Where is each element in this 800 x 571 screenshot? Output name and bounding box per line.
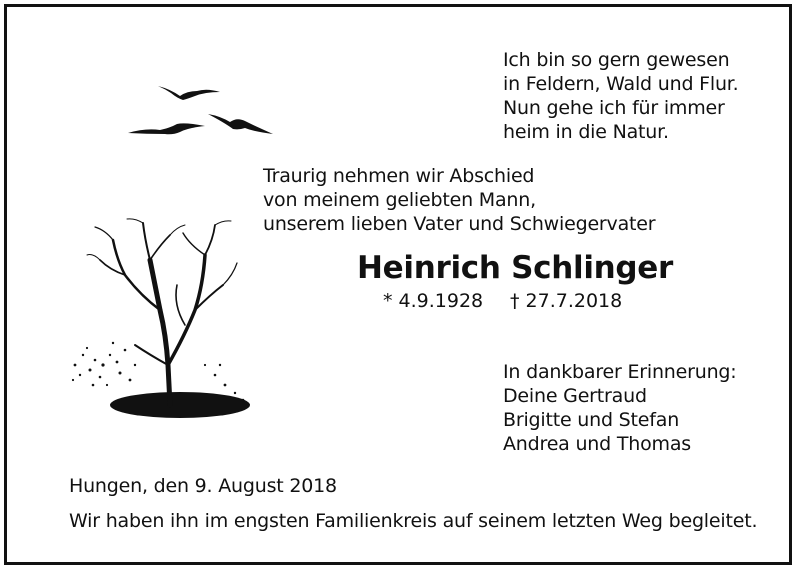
deceased-name: Heinrich Schlinger — [357, 250, 674, 286]
poem-line: Nun gehe ich für immer — [503, 97, 725, 119]
intro-line: unserem lieben Vater und Schwiegervater — [263, 213, 656, 235]
bird-2 — [128, 123, 205, 134]
tree-ground — [110, 392, 250, 418]
bird-3 — [208, 114, 273, 134]
poem-line: heim in die Natur. — [503, 121, 669, 143]
poem-line: in Feldern, Wald und Flur. — [503, 73, 739, 95]
mourners-block — [503, 360, 737, 456]
mourners-line: Brigitte und Stefan — [503, 409, 680, 431]
poem-block — [503, 48, 739, 144]
closing-note: Wir haben ihn im engsten Familienkreis auf seinem letzten Weg begleitet. — [69, 510, 758, 532]
tree-trunk — [87, 219, 237, 405]
death-date: † 27.7.2018 — [510, 290, 623, 312]
mourners-line: Deine Gertraud — [503, 385, 647, 407]
poem-line: Ich bin so gern gewesen — [503, 49, 730, 71]
birth-date: * 4.9.1928 — [383, 290, 484, 312]
intro-line: von meinem geliebten Mann, — [263, 189, 536, 211]
tree-foliage — [72, 342, 244, 402]
mourners-line: In dankbarer Erinnerung: — [503, 361, 737, 383]
place-date: Hungen, den 9. August 2018 — [69, 475, 337, 497]
flying-birds-icon — [125, 78, 285, 148]
intro-block — [263, 164, 655, 236]
tree-icon — [65, 215, 255, 425]
mourners-line: Andrea und Thomas — [503, 433, 691, 455]
bird-1 — [158, 86, 220, 100]
intro-line: Traurig nehmen wir Abschied — [263, 165, 535, 187]
